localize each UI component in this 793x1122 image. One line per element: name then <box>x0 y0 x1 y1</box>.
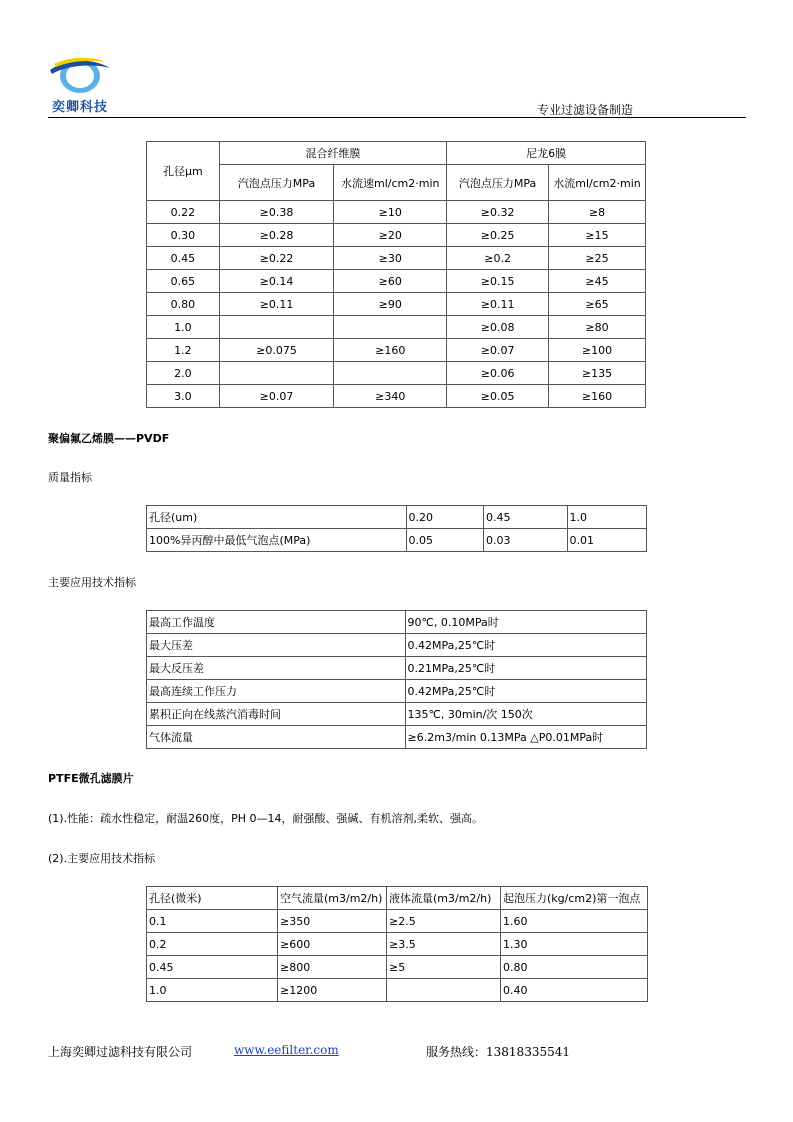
table-cell: 100%异丙醇中最低气泡点(MPa) <box>147 529 407 552</box>
pvdf-application-table <box>146 610 647 749</box>
table-cell: ≥10 <box>334 201 447 224</box>
table-cell: ≥5 <box>387 956 501 979</box>
table-cell: 1.60 <box>501 910 648 933</box>
table-cell: ≥6.2m3/min 0.13MPa △P0.01MPa时 <box>405 726 646 749</box>
table-row <box>147 224 646 247</box>
table-cell: ≥60 <box>334 270 447 293</box>
table-cell: ≥45 <box>549 270 646 293</box>
table-cell: ≥80 <box>549 316 646 339</box>
table-cell: 0.80 <box>147 293 220 316</box>
table-cell: 0.42MPa,25℃时 <box>405 680 646 703</box>
footer-website-link[interactable]: www.eefilter.com <box>234 1043 339 1057</box>
footer-hotline <box>426 1043 570 1060</box>
table-row <box>147 362 646 385</box>
table-cell: 0.2 <box>147 933 278 956</box>
table-cell: 0.21MPa,25℃时 <box>405 657 646 680</box>
logo-swoosh-icon <box>48 52 112 98</box>
table-cell: 2.0 <box>147 362 220 385</box>
table-cell: ≥0.28 <box>219 224 334 247</box>
mixed-fiber-header: 混合纤维膜 <box>219 142 447 165</box>
table-cell: 1.30 <box>501 933 648 956</box>
table-header-cell: 孔径(微米) <box>147 887 278 910</box>
table-row <box>147 910 648 933</box>
table-cell: 0.22 <box>147 201 220 224</box>
quality-label: 质量指标 <box>48 471 92 484</box>
company-logo <box>48 52 112 114</box>
table-cell: ≥0.11 <box>447 293 549 316</box>
table-cell: 0.03 <box>484 529 568 552</box>
table-cell: 0.30 <box>147 224 220 247</box>
table-cell: ≥340 <box>334 385 447 408</box>
ptfe-performance: (1).性能：疏水性稳定，耐温260度，PH 0—14，耐强酸、强碱、有机溶剂,柔软、强高。 <box>48 812 483 825</box>
table-cell: ≥0.08 <box>447 316 549 339</box>
table-row <box>147 726 647 749</box>
pvdf-app-label: 主要应用技术指标 <box>48 576 136 589</box>
table-cell: 0.45 <box>484 506 568 529</box>
table-cell: ≥0.2 <box>447 247 549 270</box>
ptfe-title: PTFE微孔滤膜片 <box>48 772 134 785</box>
table-row <box>147 657 647 680</box>
table-cell: 0.05 <box>406 529 483 552</box>
table-cell: ≥25 <box>549 247 646 270</box>
table-row <box>147 933 648 956</box>
table-cell: ≥0.06 <box>447 362 549 385</box>
ptfe-app-label: (2).主要应用技术指标 <box>48 852 156 865</box>
table-cell: 0.20 <box>406 506 483 529</box>
table-cell: ≥0.11 <box>219 293 334 316</box>
table-cell: 0.01 <box>567 529 647 552</box>
table-cell <box>219 316 334 339</box>
table-cell: ≥2.5 <box>387 910 501 933</box>
sub-header: 水流ml/cm2·min <box>549 165 646 201</box>
table-row <box>147 270 646 293</box>
membrane-spec-table <box>146 141 646 408</box>
sub-header: 水流速ml/cm2·min <box>334 165 447 201</box>
pvdf-title: 聚偏氟乙烯膜——PVDF <box>48 432 170 445</box>
table-cell: 1.2 <box>147 339 220 362</box>
table-row <box>147 201 646 224</box>
table-cell: ≥0.075 <box>219 339 334 362</box>
table-cell: ≥0.07 <box>219 385 334 408</box>
table-cell: ≥0.32 <box>447 201 549 224</box>
sub-header: 汽泡点压力MPa <box>447 165 549 201</box>
table-cell: ≥3.5 <box>387 933 501 956</box>
footer-company: 上海奕卿过滤科技有限公司 <box>48 1045 193 1059</box>
table-cell: 最大压差 <box>147 634 406 657</box>
table-cell: ≥20 <box>334 224 447 247</box>
table-header-row <box>147 887 648 910</box>
table-cell: ≥1200 <box>278 979 387 1002</box>
table-cell <box>387 979 501 1002</box>
table-cell: 孔径(um) <box>147 506 407 529</box>
table-cell: ≥600 <box>278 933 387 956</box>
table-header-cell: 液体流量(m3/m2/h) <box>387 887 501 910</box>
header-tagline: 专业过滤设备制造 <box>537 103 634 117</box>
table-cell: ≥135 <box>549 362 646 385</box>
table-cell: ≥0.38 <box>219 201 334 224</box>
table-row <box>147 316 646 339</box>
table-row <box>147 979 648 1002</box>
table-cell: ≥350 <box>278 910 387 933</box>
table-row <box>147 385 646 408</box>
table-cell: 最大反压差 <box>147 657 406 680</box>
table-cell: 0.1 <box>147 910 278 933</box>
table-row <box>147 247 646 270</box>
hotline-label: 服务热线： <box>426 1045 487 1059</box>
table-row <box>147 339 646 362</box>
table-cell: ≥0.22 <box>219 247 334 270</box>
table-cell: ≥160 <box>549 385 646 408</box>
table-cell: 0.42MPa,25℃时 <box>405 634 646 657</box>
table-cell: ≥100 <box>549 339 646 362</box>
table-cell: 1.0 <box>147 979 278 1002</box>
table-cell: ≥90 <box>334 293 447 316</box>
table-header-cell: 空气流量(m3/m2/h) <box>278 887 387 910</box>
table-row <box>147 634 647 657</box>
table-cell: ≥0.07 <box>447 339 549 362</box>
pvdf-quality-table <box>146 505 647 552</box>
table-cell: 0.45 <box>147 247 220 270</box>
table-cell: 1.0 <box>147 316 220 339</box>
header-divider <box>48 117 746 118</box>
table-row <box>147 506 647 529</box>
table-row <box>147 529 647 552</box>
table-cell: 气体流量 <box>147 726 406 749</box>
table-cell: 1.0 <box>567 506 647 529</box>
table-row <box>147 703 647 726</box>
table-cell: 3.0 <box>147 385 220 408</box>
table-cell: ≥0.25 <box>447 224 549 247</box>
table-row <box>147 293 646 316</box>
table-cell: 135℃, 30min/次 150次 <box>405 703 646 726</box>
table-cell: 0.65 <box>147 270 220 293</box>
table-cell: ≥8 <box>549 201 646 224</box>
table-cell: 0.45 <box>147 956 278 979</box>
table-header-cell: 起泡压力(kg/cm2)第一泡点 <box>501 887 648 910</box>
table-cell: ≥30 <box>334 247 447 270</box>
table-cell <box>334 362 447 385</box>
table-cell: ≥800 <box>278 956 387 979</box>
table-cell: ≥15 <box>549 224 646 247</box>
table-cell: ≥0.15 <box>447 270 549 293</box>
table-cell: 累积正向在线蒸汽消毒时间 <box>147 703 406 726</box>
table-cell: ≥0.05 <box>447 385 549 408</box>
table-cell: 最高工作温度 <box>147 611 406 634</box>
membrane-spec-rows <box>147 201 646 408</box>
logo-text: 奕卿科技 <box>51 100 108 115</box>
ptfe-spec-table <box>146 886 648 1002</box>
table-row <box>147 611 647 634</box>
table-cell <box>334 316 447 339</box>
table-cell: ≥160 <box>334 339 447 362</box>
table-row <box>147 956 648 979</box>
pore-size-header: 孔径μm <box>147 142 220 201</box>
hotline-number: 13818335541 <box>486 1045 570 1059</box>
table-row <box>147 680 647 703</box>
nylon6-header: 尼龙6膜 <box>447 142 646 165</box>
table-cell: 90℃, 0.10MPa时 <box>405 611 646 634</box>
sub-header: 汽泡点压力MPa <box>219 165 334 201</box>
table-cell: 最高连续工作压力 <box>147 680 406 703</box>
table-cell: ≥0.14 <box>219 270 334 293</box>
table-cell: 0.80 <box>501 956 648 979</box>
table-cell <box>219 362 334 385</box>
table-cell: 0.40 <box>501 979 648 1002</box>
table-cell: ≥65 <box>549 293 646 316</box>
